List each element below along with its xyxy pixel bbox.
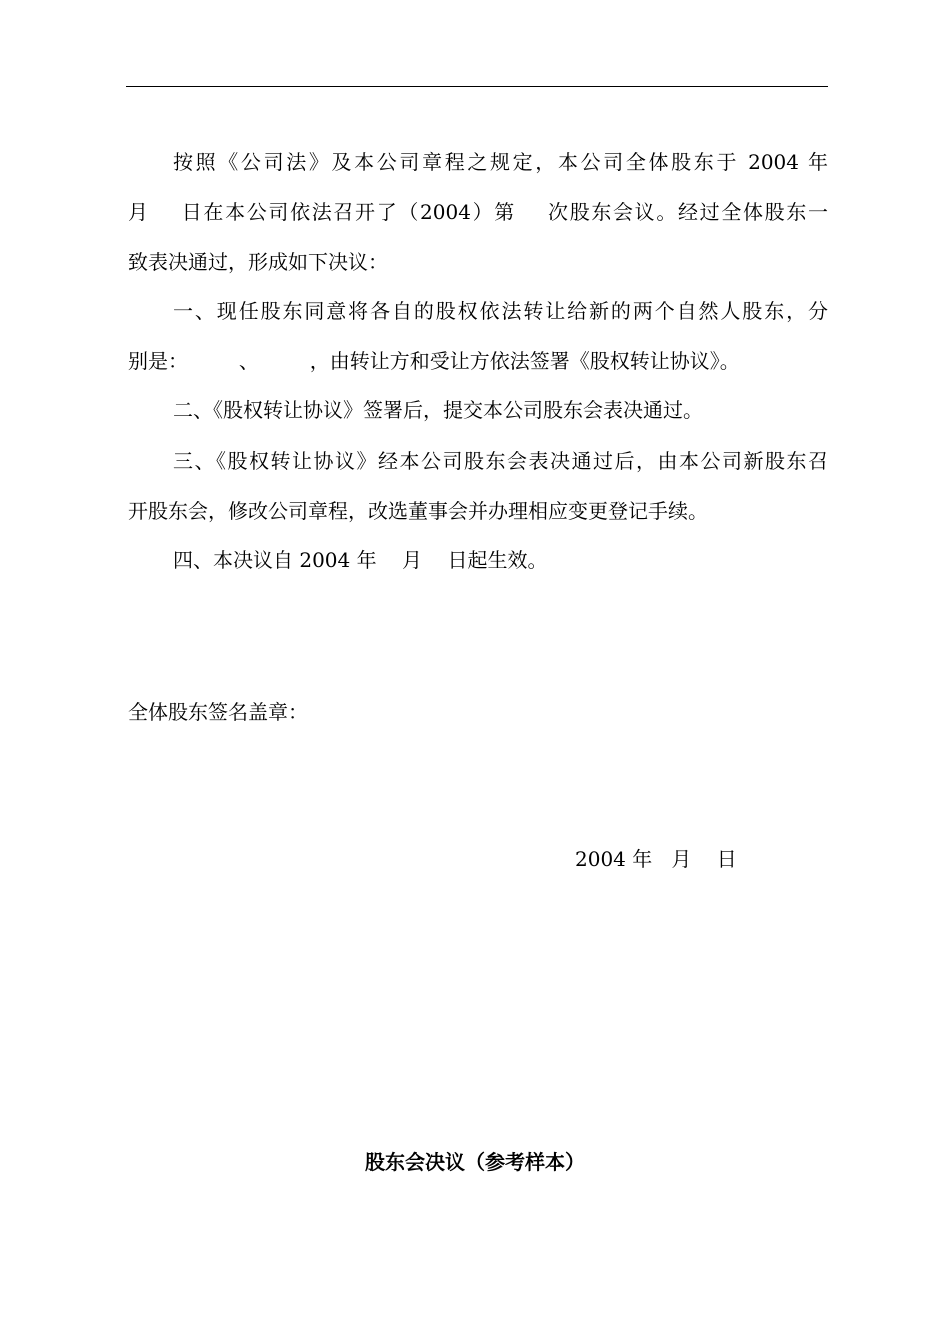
item-1-line-1: 一、现任股东同意将各自的股权依法转让给新的两个自然人股东，分: [173, 299, 828, 323]
item-4: 四、本决议自 2004 年 月 日起生效。: [173, 548, 548, 572]
document-title: 股东会决议（参考样本）: [365, 1150, 585, 1174]
item-3-line-1: 三、《股权转让协议》经本公司股东会表决通过后，由本公司新股东召: [173, 449, 828, 473]
signature-label: 全体股东签名盖章：: [128, 700, 308, 724]
paragraph-intro-line-2: 月 日在本公司依法召开了（2004）第 次股东会议。经过全体股东一: [128, 200, 828, 224]
item-3-line-2: 开股东会，修改公司章程，改选董事会并办理相应变更登记手续。: [128, 499, 708, 523]
header-rule: [126, 86, 828, 87]
item-1-line-2: 别是： 、 ，由转让方和受让方依法签署《股权转让协议》。: [128, 349, 740, 373]
paragraph-intro-line-1: 按照《公司法》及本公司章程之规定，本公司全体股东于 2004 年: [173, 150, 828, 174]
item-2: 二、《股权转让协议》签署后，提交本公司股东会表决通过。: [173, 398, 703, 422]
paragraph-intro-line-3: 致表决通过，形成如下决议：: [128, 250, 388, 274]
date-line: 2004 年 月 日: [575, 847, 737, 871]
